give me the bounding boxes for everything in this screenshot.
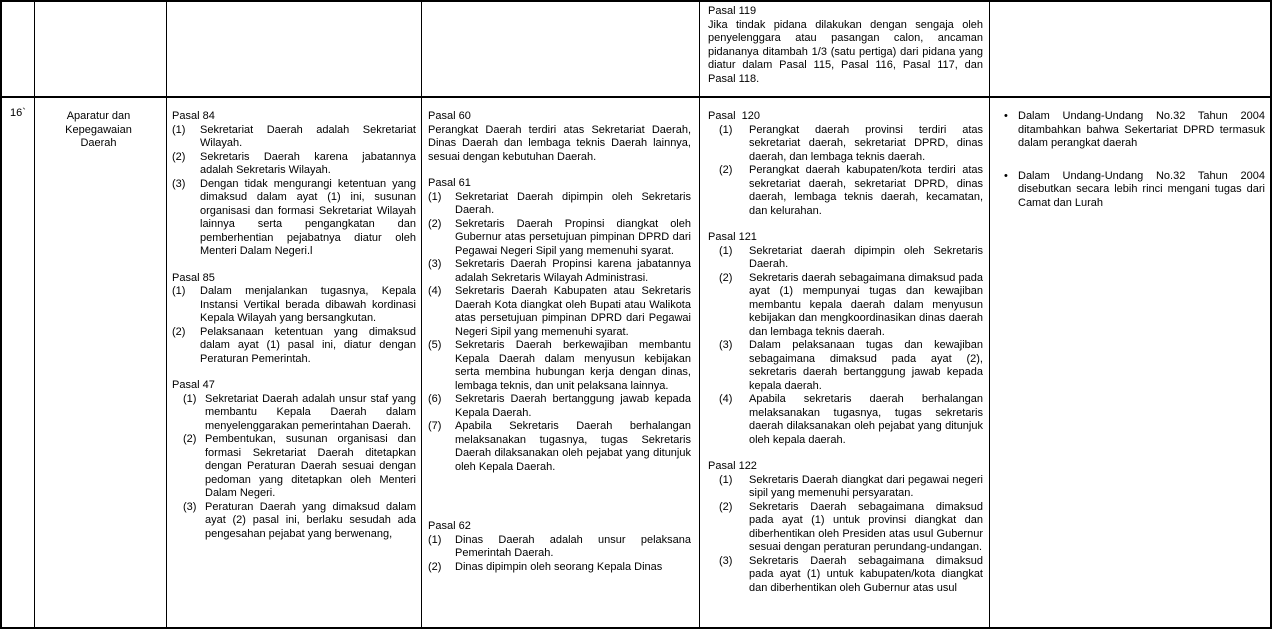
item-text: Sekretaris Daerah sebagaimana dimaksud pada ayat (1) untuk kabupaten/kota diangkat dan diberhentikan oleh Gubernur atas usul xyxy=(749,554,983,594)
item-text: Sekretaris daerah sebagaimana dimaksud pada ayat (1) mempunyai tugas dan kewajiban membantu kepala daerah dalam menyusun kebijakan dan mengkoordinasikan dinas daerah dan lembaga teknis daerah. xyxy=(749,271,983,338)
numbered-item xyxy=(719,474,983,501)
pasal-block xyxy=(708,110,983,218)
numbered-item xyxy=(719,245,983,272)
cell-topic xyxy=(35,98,167,627)
bullet-icon: • xyxy=(1004,169,1008,182)
item-number: (3) xyxy=(719,554,733,567)
item-text: Pembentukan, susunan organisasi dan formasi Sekretariat Daerah ditetapkan dengan Peraturan Daerah sesuai dengan pedoman yang ditetapkan oleh Menteri Dalam Negeri. xyxy=(205,433,416,499)
item-number: (2) xyxy=(719,500,733,513)
item-text: Sekretaris Daerah karena jabatannya adalah Sekretaris Wilayah. xyxy=(200,150,416,176)
item-text: Perangkat daerah kabupaten/kota terdiri atas sekretariat daerah, sekretariat DPRD, dinas daerah, lembaga teknis daerah, kecamatan, dan kelurahan. xyxy=(749,164,983,217)
item-number: (1) xyxy=(183,392,197,405)
pasal-heading: Pasal 119 xyxy=(708,5,757,17)
pasal-heading: Pasal 61 xyxy=(428,177,471,189)
pasal-heading: Pasal 60 xyxy=(428,110,471,122)
numbered-item xyxy=(183,501,416,542)
item-number: (1) xyxy=(172,285,186,297)
item-text: Pelaksanaan ketentuan yang dimaksud dalam ayat (1) pasal ini, diatur dengan Peraturan Pemerintah. xyxy=(200,325,416,365)
bullet-text: Dalam Undang-Undang No.32 Tahun 2004 ditambahkan bahwa Sekertariat DPRD termasuk dalam perangkat daerah xyxy=(1018,110,1265,149)
numbered-item xyxy=(719,339,983,393)
item-number: (3) xyxy=(183,500,197,513)
numbered-item xyxy=(428,285,691,339)
item-number: (1) xyxy=(428,533,442,546)
item-text: Sekretaris Daerah bertanggung jawab kepada Kepala Daerah. xyxy=(455,393,691,419)
numbered-item xyxy=(428,191,691,218)
numbered-item xyxy=(172,178,416,259)
item-number: (3) xyxy=(428,258,442,270)
item-number: (1) xyxy=(719,123,733,136)
item-text: Sekretariat Daerah dipimpin oleh Sekretaris Daerah. xyxy=(455,190,691,216)
numbered-item xyxy=(428,420,691,474)
item-number: (3) xyxy=(172,177,186,190)
numbered-item xyxy=(719,555,983,596)
cell-law2-articles xyxy=(422,98,700,627)
pasal-block xyxy=(428,110,691,164)
item-number: (2) xyxy=(172,150,186,163)
cell-notes-empty xyxy=(990,2,1270,96)
item-number: (6) xyxy=(428,393,442,405)
pasal-block xyxy=(172,379,416,541)
item-number: (2) xyxy=(428,560,442,573)
row-number: 16` xyxy=(10,107,26,119)
numbered-item xyxy=(719,164,983,218)
cell-law2-empty xyxy=(422,2,700,96)
item-number: (2) xyxy=(183,433,197,445)
item-text: Sekretaris Daerah Kabupaten atau Sekretaris Daerah Kota diangkat oleh Bupati atau Walikota atas persetujuan pimpinan DPRD dari Pegawai Negeri Sipil yang memenuhi syarat. xyxy=(455,285,691,338)
bullet-item xyxy=(1003,110,1265,151)
table-row-previous xyxy=(2,2,1270,98)
item-number: (1) xyxy=(428,190,442,203)
cell-law1-empty xyxy=(167,2,422,96)
table-row-16 xyxy=(2,98,1270,627)
item-text: Dinas Daerah adalah unsur pelaksana Pemerintah Daerah. xyxy=(455,533,691,559)
numbered-item xyxy=(428,534,691,561)
item-text: Sekretaris Daerah Propinsi karena jabatannya adalah Sekretaris Wilayah Administrasi. xyxy=(455,258,691,284)
numbered-item xyxy=(428,218,691,259)
topic-label: Aparatur dan Kepegawaian Daerah xyxy=(65,110,132,149)
numbered-item xyxy=(172,151,416,178)
item-text: Sekretaris Daerah Propinsi diangkat oleh Gubernur atas persetujuan pimpinan DPRD dari Pegawai Negeri Sipil yang memenuhi syarat. xyxy=(455,217,691,257)
item-number: (2) xyxy=(172,325,186,338)
item-number: (2) xyxy=(428,217,442,230)
pasal-heading: Pasal 120 xyxy=(708,110,760,122)
item-number: (5) xyxy=(428,339,442,351)
pasal-heading: Pasal 121 xyxy=(708,231,757,243)
numbered-item xyxy=(719,393,983,447)
item-text: Sekretaris Daerah berkewajiban membantu Kepala Daerah dalam menyusun kebijakan serta membina hubungan kerja dengan dinas, lembaga teknis, dan unit pelaksana lainnya. xyxy=(455,339,691,392)
cell-law1-articles xyxy=(167,98,422,627)
pasal-paragraph: Jika tindak pidana dilakukan dengan sengaja oleh penyelenggara atau pasangan calon, ancaman pidananya ditambah 1/3 (satu pertiga) dari pidana yang diatur dalam Pasal 115, Pasal 116, Pasal 117, dan Pasal 118. xyxy=(708,18,983,85)
pasal-block xyxy=(708,231,983,447)
item-text: Sekretaris Daerah sebagaimana dimaksud pada ayat (1) untuk provinsi diangkat dan diberhentikan oleh Presiden atas usul Gubernur sesuai dengan peraturan perundang-undangan. xyxy=(749,500,983,553)
numbered-item xyxy=(183,393,416,434)
pasal-heading: Pasal 47 xyxy=(172,379,215,391)
item-text: Dengan tidak mengurangi ketentuan yang dimaksud dalam ayat (1) ini, susunan organisasi dan formasi Sekretariat Wilayah lainnya serta pengangkatan dan pemberhentian pejabatnya diatur oleh Menteri Dalam Negeri.l xyxy=(200,177,416,257)
bullet-text: Dalam Undang-Undang No.32 Tahun 2004 disebutkan secara lebih rinci mengani tugas dari Camat dan Lurah xyxy=(1018,169,1265,209)
item-text: Sekretariat Daerah adalah unsur staf yang membantu Kepala Daerah dalam menyelenggarakan pemerintahan Daerah. xyxy=(205,392,416,432)
item-text: Apabila sekretaris daerah berhalangan melaksanakan tugasnya, tugas sekretaris daerah dilaksanakan oleh pejabat yang ditunjuk oleh kepala daerah. xyxy=(749,393,983,446)
pasal-paragraph: Perangkat Daerah terdiri atas Sekretariat Daerah, Dinas Daerah dan lembaga teknis Daerah lainnya, sesuai dengan kebutuhan Daerah. xyxy=(428,123,691,163)
pasal-heading: Pasal 62 xyxy=(428,520,471,532)
item-text: Dalam menjalankan tugasnya, Kepala Instansi Vertikal berada dibawah kordinasi Kepala Wilayah yang bersangkutan. xyxy=(200,285,416,324)
item-text: Sekretariat daerah dipimpin oleh Sekretaris Daerah. xyxy=(749,244,983,270)
pasal-block xyxy=(428,177,691,474)
item-text: Dinas dipimpin oleh seorang Kepala Dinas xyxy=(455,560,663,573)
item-text: Apabila Sekretaris Daerah berhalangan melaksanakan tugasnya, tugas Sekretaris Daerah dilaksanakan oleh pejabat yang ditunjuk oleh Kepala Daerah. xyxy=(455,420,691,473)
pasal-block xyxy=(172,110,416,259)
item-number: (1) xyxy=(719,473,733,486)
numbered-item xyxy=(719,124,983,165)
item-number: (7) xyxy=(428,420,442,432)
numbered-item xyxy=(172,326,416,367)
pasal-block xyxy=(428,520,691,574)
item-text: Sekretariat Daerah adalah Sekretariat Wilayah. xyxy=(200,123,416,149)
cell-number-empty xyxy=(2,2,35,96)
numbered-item xyxy=(183,433,416,501)
pasal-heading: Pasal 122 xyxy=(708,460,757,472)
numbered-item xyxy=(428,561,691,575)
item-number: (3) xyxy=(719,339,733,351)
numbered-item xyxy=(428,258,691,285)
item-number: (1) xyxy=(172,123,186,136)
numbered-item xyxy=(719,272,983,340)
bullet-icon: • xyxy=(1004,110,1008,122)
pasal-block xyxy=(708,460,983,595)
item-number: (4) xyxy=(428,285,442,297)
cell-law3-pasal-119 xyxy=(700,2,990,96)
cell-law3-articles xyxy=(700,98,990,627)
cell-row-number xyxy=(2,98,35,627)
item-text: Dalam pelaksanaan tugas dan kewajiban sebagaimana dimaksud pada ayat (2), sekretaris daerah bertanggung jawab kepada kepala daerah. xyxy=(749,339,983,392)
numbered-item xyxy=(428,339,691,393)
item-number: (4) xyxy=(719,393,733,405)
numbered-item xyxy=(719,501,983,555)
pasal-heading: Pasal 84 xyxy=(172,110,215,122)
pasal-heading: Pasal 85 xyxy=(172,271,215,284)
numbered-item xyxy=(172,124,416,151)
item-text: Sekretaris Daerah diangkat dari pegawai negeri sipil yang memenuhi persyaratan. xyxy=(749,473,983,499)
numbered-item xyxy=(428,393,691,420)
item-number: (2) xyxy=(719,164,733,176)
item-number: (1) xyxy=(719,244,733,257)
numbered-item xyxy=(172,285,416,326)
cell-topic-empty xyxy=(35,2,167,96)
item-text: Peraturan Daerah yang dimaksud dalam ayat (2) pasal ini, berlaku sesudah ada pengesahan pejabat yang berwenang, xyxy=(205,500,416,540)
bullet-item xyxy=(1003,170,1265,211)
pasal-block xyxy=(172,272,416,367)
item-number: (2) xyxy=(719,271,733,284)
item-text: Perangkat daerah provinsi terdiri atas sekretariat daerah, sekretariat DPRD, dinas daerah, dan lembaga teknis daerah. xyxy=(749,123,983,163)
cell-notes xyxy=(990,98,1270,627)
